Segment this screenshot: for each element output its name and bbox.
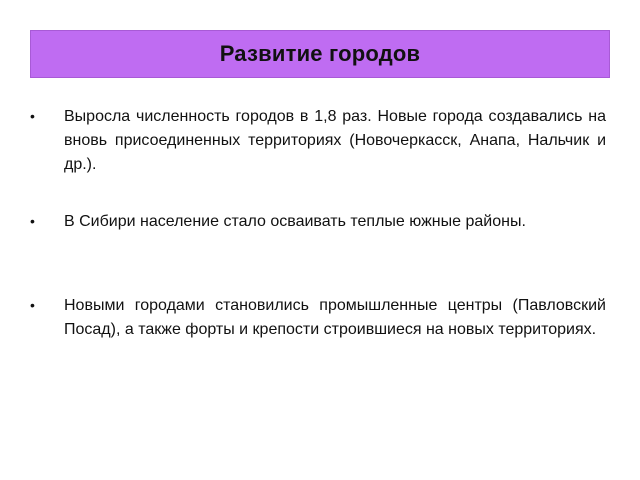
slide-title: Развитие городов xyxy=(219,41,421,66)
bullet-text: Новыми городами становились промышленные центры (Павловский Посад), а также форты и крепости строившиеся на новых территориях. xyxy=(64,297,606,338)
bullet-dot-icon: • xyxy=(30,297,35,313)
bullet-text: Выросла численность городов в 1,8 раз. Новые города создавались на вновь присоединенных территориях (Новочеркасск, Анапа, Нальчик и др.). xyxy=(64,108,606,173)
bullet-dot-icon: • xyxy=(30,108,35,124)
bullet-text: В Сибири население стало осваивать теплые южные районы. xyxy=(64,213,526,230)
bullet-dot-icon: • xyxy=(30,213,35,229)
